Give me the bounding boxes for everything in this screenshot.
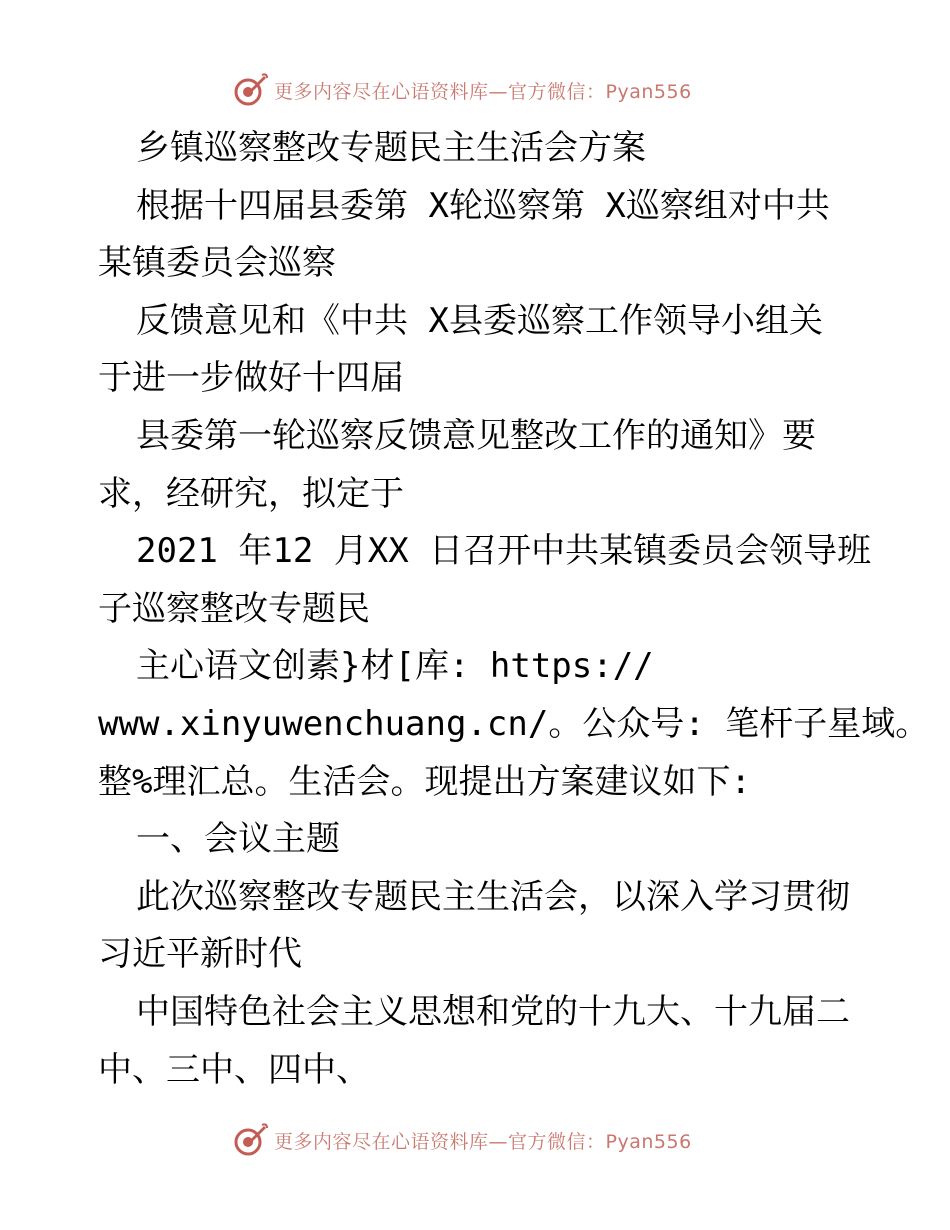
doc-line: 整%理汇总。生活会。现提出方案建议如下: xyxy=(98,761,751,802)
doc-line: 县委第一轮巡察反馈意见整改工作的通知》要 xyxy=(136,415,816,456)
doc-line: 某镇委员会巡察 xyxy=(98,243,336,284)
doc-line: 习近平新时代 xyxy=(98,934,302,975)
doc-line: 反馈意见和《中共 X县委巡察工作领导小组关 xyxy=(136,300,823,341)
doc-line: 中、三中、四中、 xyxy=(98,1049,370,1090)
doc-line: 于进一步做好十四届 xyxy=(98,358,404,399)
doc-line: 子巡察整改专题民 xyxy=(98,588,370,629)
doc-line: www.xinyuwenchuang.cn/。公众号: 笔杆子星域。 xyxy=(98,703,930,744)
doc-line: 中国特色社会主义思想和党的十九大、十九届二 xyxy=(136,991,850,1032)
doc-line: 2021 年12 月XX 日召开中共某镇委员会领导班 xyxy=(136,531,872,572)
header-banner xyxy=(232,70,752,110)
header-banner-text: 更多内容尽在心语资料库—官方微信：Pyan556 xyxy=(274,80,692,103)
doc-line: 乡镇巡察整改专题民主生活会方案 xyxy=(136,128,646,168)
doc-line: 主心语文创素}材[库: https:// xyxy=(136,646,654,687)
doc-line: 求，经研究，拟定于 xyxy=(98,473,404,514)
footer-banner xyxy=(232,1120,752,1160)
footer-banner-text: 更多内容尽在心语资料库—官方微信：Pyan556 xyxy=(274,1130,692,1153)
document-body xyxy=(98,120,930,1099)
doc-line: 根据十四届县委第 X轮巡察第 X巡察组对中共 xyxy=(136,185,830,226)
doc-line: 一、会议主题 xyxy=(136,819,340,860)
quill-logo-icon xyxy=(232,1122,268,1158)
quill-logo-icon xyxy=(232,72,268,108)
doc-line: 此次巡察整改专题民主生活会，以深入学习贯彻 xyxy=(136,876,850,917)
